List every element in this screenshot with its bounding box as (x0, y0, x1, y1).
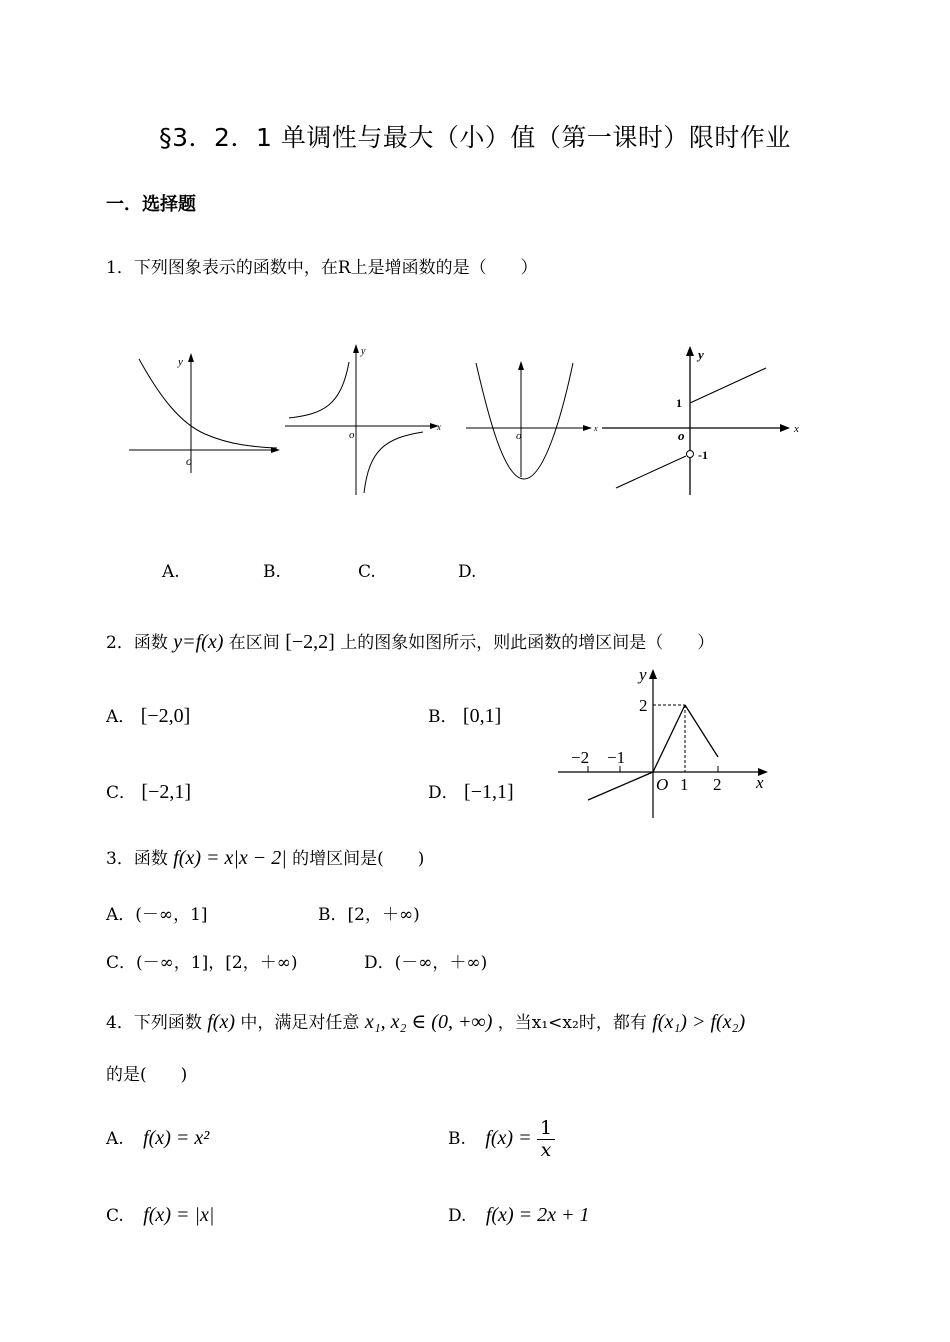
q4-stem-a: 4．下列函数 (106, 1013, 202, 1033)
line-right (690, 368, 766, 403)
q4-option-d (448, 1204, 589, 1227)
option-expr-lhs: f(x) = (485, 1126, 532, 1149)
y-label: y (639, 665, 647, 684)
question-4-stem-line2: 的是( ) (106, 1065, 188, 1085)
q1-option-b: B. (263, 562, 281, 582)
x-label: x (756, 773, 764, 792)
option-expr: f(x) = x² (143, 1127, 210, 1149)
q4-stem-b: 中，满足对任意 (240, 1013, 360, 1033)
option-value: [−2,1] (141, 781, 192, 803)
q1-graph-b (283, 340, 448, 500)
origin-label: o (186, 454, 192, 468)
segment-rise (653, 705, 685, 772)
curve-right (364, 432, 423, 493)
q2-figure (555, 662, 775, 822)
curve-left (289, 362, 349, 418)
q3-option-d: D．(－∞，＋∞) (364, 953, 488, 973)
question-4-stem-line1 (106, 1008, 745, 1034)
segment-left (588, 772, 653, 800)
q3-option-b: B．[2，＋∞) (318, 905, 420, 925)
q3-function: f(x) = x|x − 2| (173, 847, 287, 869)
y-axis-arrow (188, 353, 194, 362)
q1-option-c: C. (358, 562, 376, 582)
q4-option-c (106, 1204, 214, 1227)
option-letter: B． (428, 707, 458, 727)
option-expr: f(x) = 2x + 1 (485, 1204, 590, 1226)
y-tick-2: 2 (639, 696, 648, 715)
option-letter: A. (106, 1129, 124, 1149)
x-axis-arrow (780, 424, 790, 432)
origin-label: o (678, 428, 685, 443)
y-label: y (178, 356, 183, 368)
y-axis-arrow (686, 346, 694, 356)
q1-graph-d (600, 340, 810, 500)
x-tick-1: 1 (680, 775, 689, 794)
open-point (687, 451, 694, 458)
origin-label: O (656, 775, 669, 794)
section-heading: 一．选择题 (106, 194, 196, 215)
q2-option-b (428, 702, 501, 728)
q1-graph-a (125, 345, 290, 480)
question-3-stem (106, 844, 424, 870)
y-axis-arrow (518, 361, 524, 370)
origin-label: o (516, 430, 522, 442)
q4-option-a (106, 1127, 209, 1150)
y-axis-arrow (353, 344, 359, 353)
q3-stem-a: 3．函数 (106, 849, 168, 869)
segment-fall (685, 705, 718, 757)
y-label: y (361, 346, 366, 357)
option-value: [−1,1] (464, 781, 514, 803)
q2-option-d (428, 778, 514, 804)
x-label: x (794, 423, 799, 435)
q4-option-b (448, 1118, 555, 1161)
question-1-stem: 1．下列图象表示的函数中，在R上是增函数的是（ ） (106, 258, 538, 278)
q2-stem-c: 上的图象如图所示，则此函数的增区间是（ ） (340, 633, 715, 653)
option-letter: D. (448, 1206, 467, 1226)
q1-option-a: A. (162, 562, 180, 582)
x-tick-2: 2 (713, 775, 722, 794)
option-expr: f(x) = |x| (143, 1204, 215, 1226)
q2-stem-b: 在区间 (228, 633, 280, 653)
q2-function: y=f(x) (173, 631, 224, 653)
q4-function: f(x) (207, 1011, 235, 1033)
question-2-stem (106, 628, 714, 654)
x-label: x (594, 424, 598, 433)
option-value: [−2,0] (140, 705, 191, 727)
q2-stem-a: 2．函数 (106, 633, 168, 653)
q3-stem-b: 的增区间是( ) (292, 849, 425, 869)
option-letter: D． (428, 783, 459, 803)
q2-interval: [−2,2] (285, 631, 335, 653)
q1-graph-c (462, 355, 602, 490)
label-neg-one: -1 (698, 448, 708, 462)
line-left (616, 456, 686, 488)
page-title: §3．2．1 单调性与最大（小）值（第一课时）限时作业 (159, 123, 791, 152)
origin-label: o (349, 429, 355, 441)
curve (476, 363, 573, 479)
x-tick-neg2: −2 (571, 748, 590, 767)
q4-stem-c: ，当x₁<x₂时，都有 (497, 1013, 647, 1033)
fraction (537, 1118, 555, 1161)
option-letter: A． (106, 707, 136, 727)
q1-option-d: D. (458, 562, 477, 582)
x-label: x (437, 422, 441, 432)
label-one: 1 (676, 396, 682, 410)
x-axis-arrow (583, 425, 592, 431)
fraction-numerator: 1 (537, 1118, 555, 1140)
option-letter: C. (106, 1206, 124, 1226)
option-letter: B. (448, 1128, 466, 1149)
y-axis-arrow (649, 669, 657, 679)
option-letter: C． (106, 783, 137, 803)
q3-option-a: A．(－∞，1] (106, 905, 208, 925)
q4-inequality: f(x₁) > f(x₂) (652, 1011, 746, 1033)
q3-option-c: C．(－∞，1]，[2，＋∞) (106, 953, 298, 973)
y-label: y (698, 347, 704, 362)
q2-option-a (106, 702, 190, 728)
curve (139, 359, 277, 448)
q4-domain: x₁, x₂ ∈ (0, +∞) (364, 1011, 493, 1033)
option-value: [0,1] (462, 705, 502, 727)
fraction-denominator: x (540, 1138, 552, 1161)
q2-option-c (106, 778, 191, 804)
x-tick-neg1: −1 (607, 748, 626, 767)
